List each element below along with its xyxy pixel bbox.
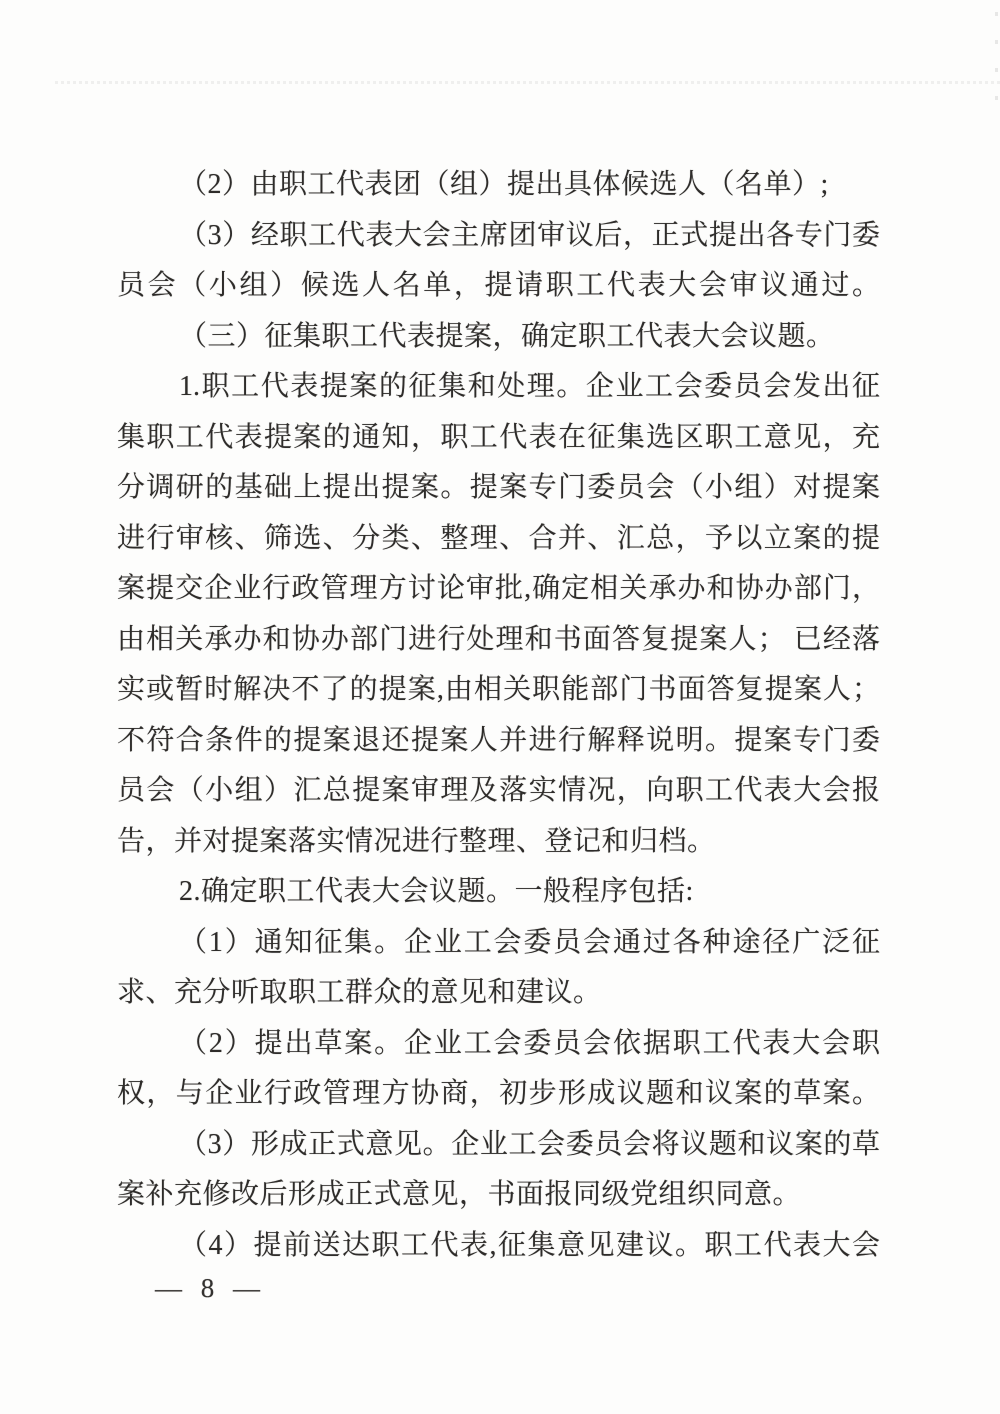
text-line: （3）形成正式意见。企业工会委员会将议题和议案的草 xyxy=(179,1128,880,1160)
text-line: （4）提前送达职工代表,征集意见建议。职工代表大会 xyxy=(179,1229,880,1261)
text-line: 告，并对提案落实情况进行整理、登记和归档。 xyxy=(117,825,716,857)
text-line: （三）征集职工代表提案，确定职工代表大会议题。 xyxy=(179,320,835,352)
text-line: 实或暂时解决不了的提案,由相关职能部门书面答复提案人； xyxy=(117,674,880,705)
text-line: （3）经职工代表大会主席团审议后，正式提出各专门委 xyxy=(179,219,880,251)
document-body xyxy=(117,160,880,1271)
text-line: （1）通知征集。企业工会委员会通过各种途径广泛征 xyxy=(179,926,880,958)
scan-artifact-edge xyxy=(995,12,998,112)
text-line: 进行审核、筛选、分类、整理、合并、汇总，予以立案的提 xyxy=(117,522,880,554)
text-line: 员会（小组）汇总提案审理及落实情况，向职工代表大会报 xyxy=(117,775,880,806)
text-line: 案提交企业行政管理方讨论审批,确定相关承办和协办部门， xyxy=(117,573,880,604)
text-line: 案补充修改后形成正式意见，书面报同级党组织同意。 xyxy=(117,1179,802,1210)
text-line: （2）提出草案。企业工会委员会依据职工代表大会职 xyxy=(179,1027,880,1059)
text-line: 2.确定职工代表大会议题。一般程序包括: xyxy=(179,876,694,907)
text-line: 由相关承办和协办部门进行处理和书面答复提案人； 已经落 xyxy=(117,623,880,655)
text-line: 员会（小组）候选人名单，提请职工代表大会审议通过。 xyxy=(117,270,880,301)
text-line: 求、充分听取职工群众的意见和建议。 xyxy=(117,977,602,1008)
text-line: 不符合条件的提案退还提案人并进行解释说明。提案专门委 xyxy=(117,724,880,756)
scan-artifact-dots xyxy=(55,81,1000,84)
text-line: 1.职工代表提案的征集和处理。企业工会委员会发出征 xyxy=(179,371,880,402)
page-number: — 8 — xyxy=(155,1273,266,1303)
text-line: 集职工代表提案的通知，职工代表在征集选区职工意见，充 xyxy=(117,421,880,453)
text-line: 分调研的基础上提出提案。提案专门委员会（小组）对提案 xyxy=(117,472,880,503)
text-line: （2）由职工代表团（组）提出具体候选人（名单）; xyxy=(179,169,829,200)
text-line: 权，与企业行政管理方协商，初步形成议题和议案的草案。 xyxy=(117,1078,880,1109)
